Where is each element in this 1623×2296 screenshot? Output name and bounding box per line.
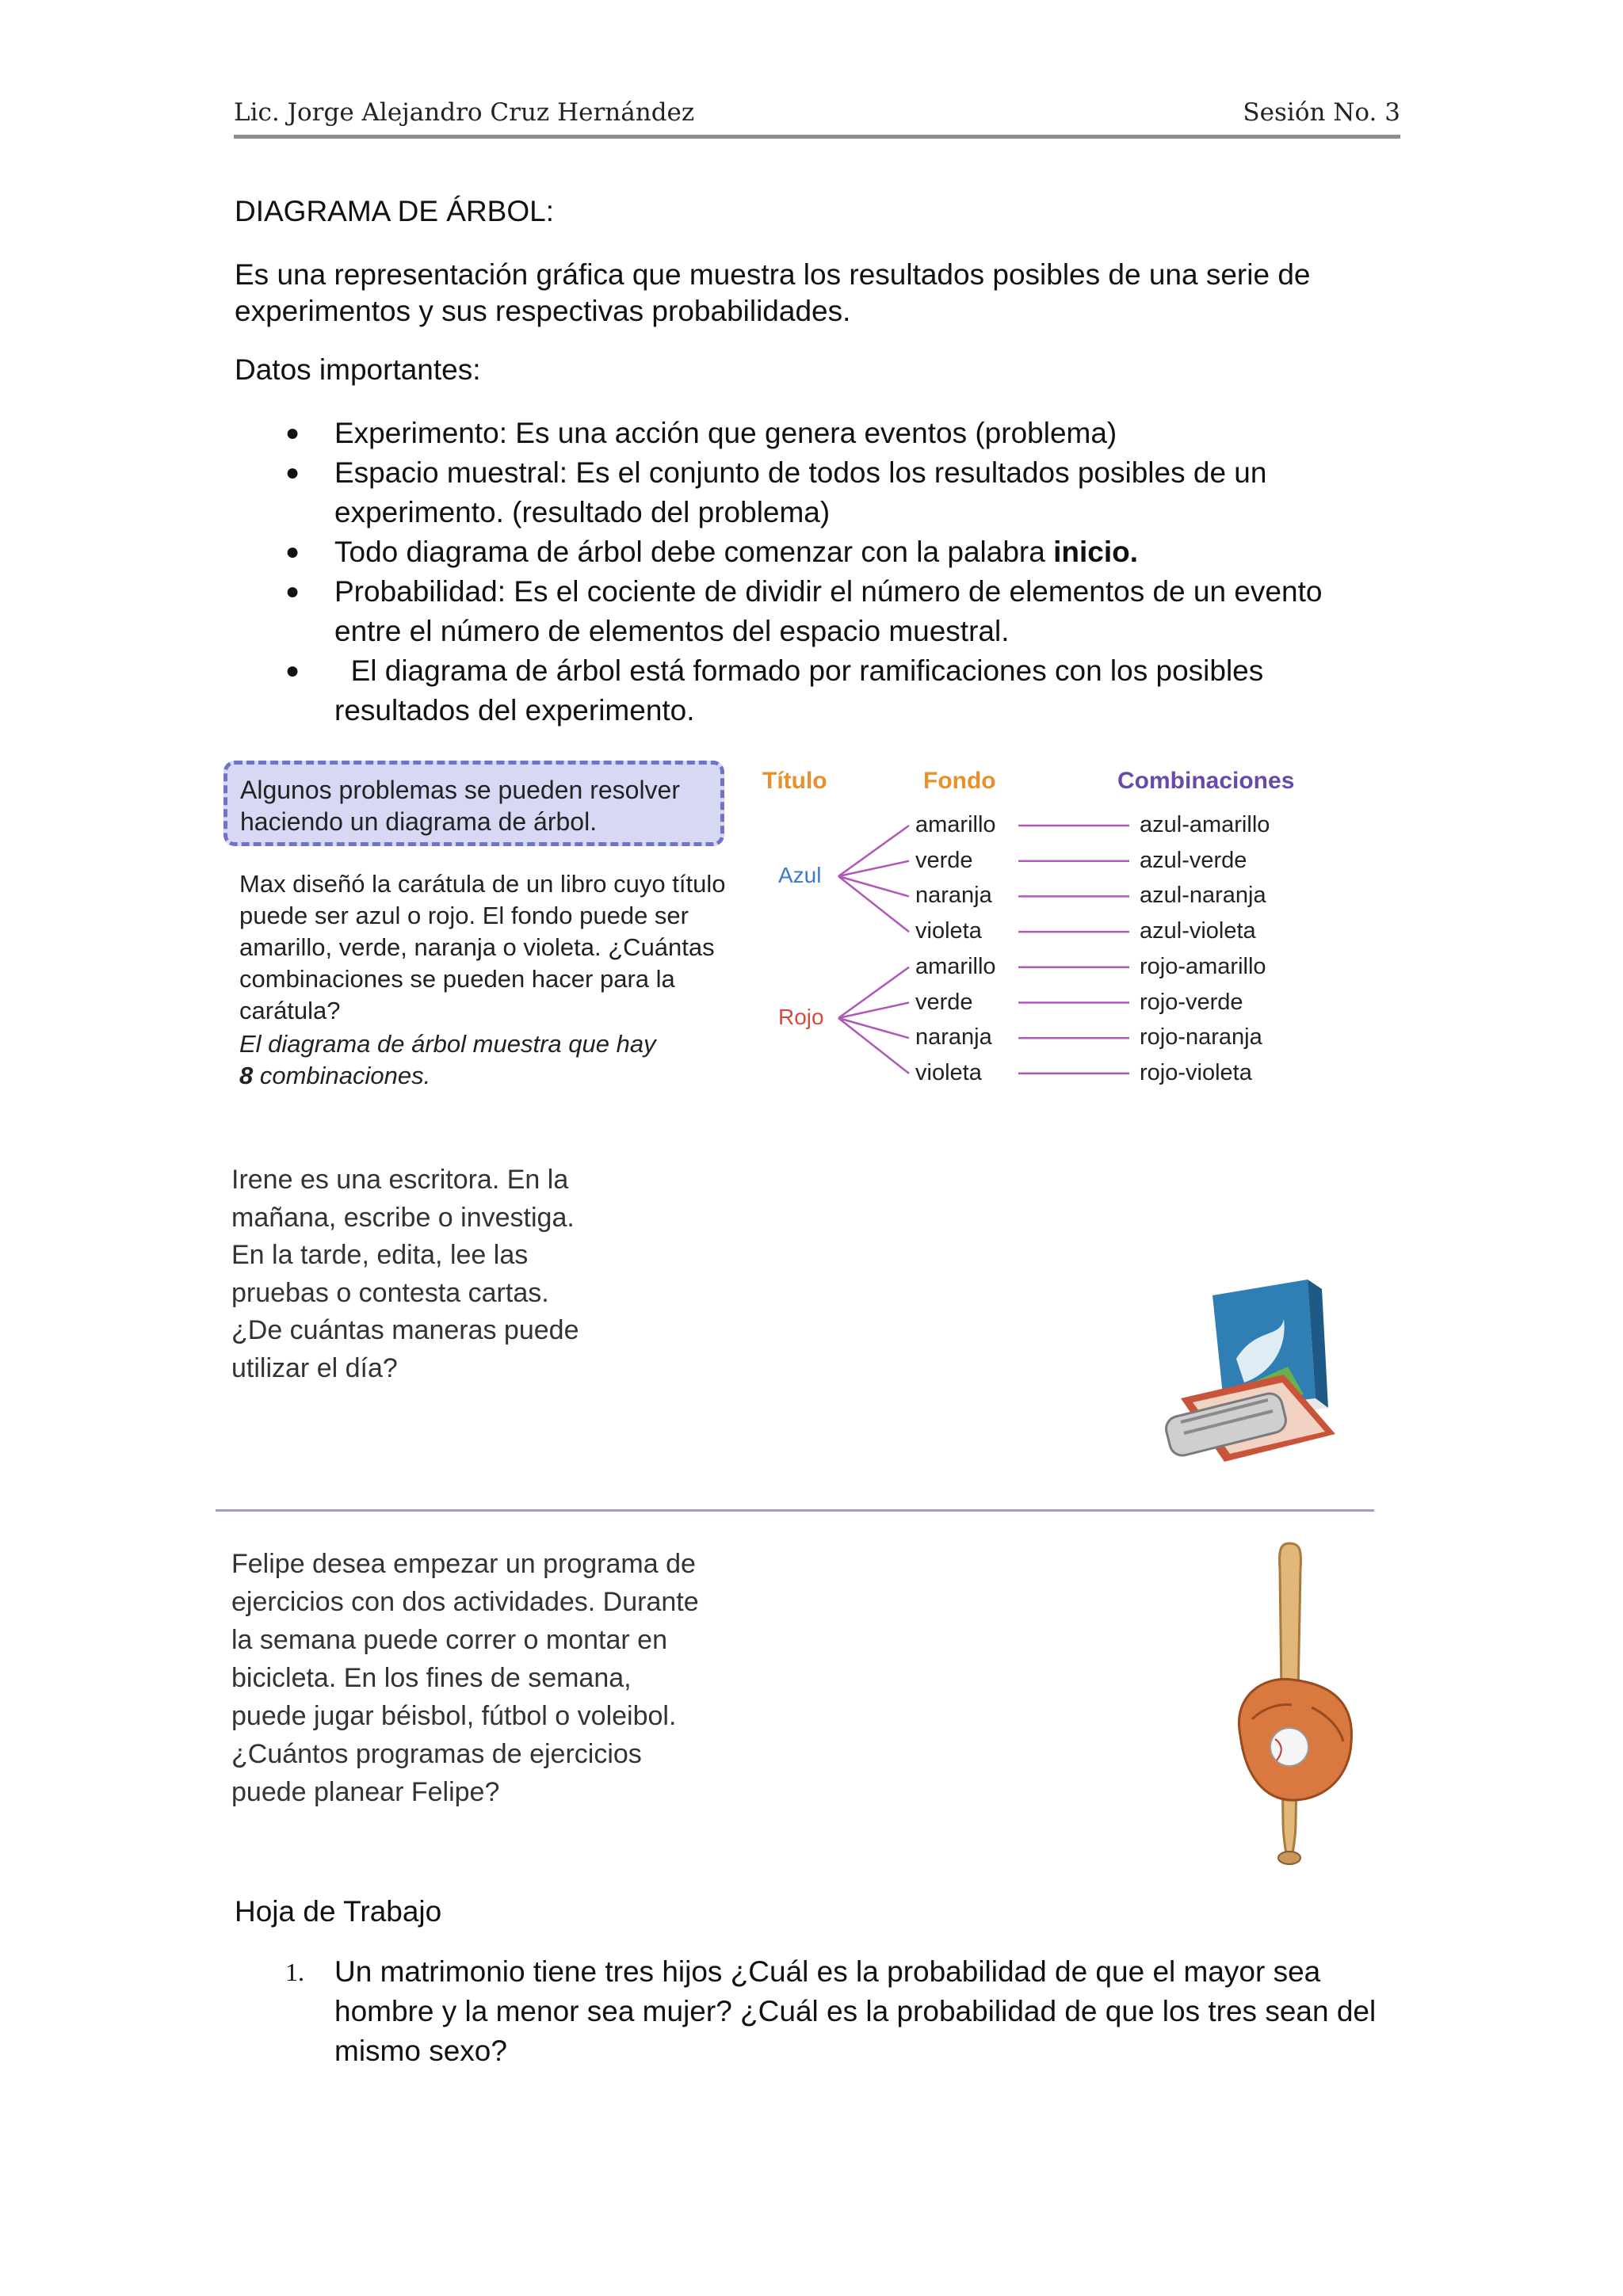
combinacion-label: rojo-verde: [1140, 989, 1243, 1015]
combinacion-label: azul-verde: [1140, 847, 1247, 873]
example-answer: El diagrama de árbol muestra que hay 8 combinaciones.: [239, 1030, 656, 1089]
section-divider: [216, 1509, 1374, 1512]
combinacion-label: azul-amarillo: [1140, 812, 1270, 837]
fondo-label: amarillo: [915, 953, 996, 979]
parent-azul: Azul: [778, 863, 822, 887]
fondo-label: verde: [915, 989, 973, 1015]
definition-paragraph: Es una representación gráfica que muestra los resultados posibles de una serie de experimentos y sus respectivas probabilidades.: [235, 258, 1311, 327]
tree-branch: [838, 876, 909, 896]
header-fondo: Fondo: [923, 768, 996, 794]
problem-irene: Irene es una escritora. En la mañana, escribe o investiga. En la tarde, edita, lee las pruebas o contesta cartas. ¿De cuántas maneras puede utilizar el día?: [231, 1165, 579, 1383]
important-data-list: [285, 414, 1387, 730]
datos-label: Datos importantes:: [235, 353, 481, 386]
baseball-bat-glove-illustration: [1216, 1537, 1367, 1870]
bold-word: inicio.: [1053, 536, 1138, 568]
combinacion-label: azul-naranja: [1140, 883, 1266, 909]
worksheet-title: Hoja de Trabajo: [235, 1895, 442, 1928]
header-author: Lic. Jorge Alejandro Cruz Hernández: [234, 98, 695, 127]
combinacion-label: rojo-naranja: [1140, 1024, 1262, 1051]
header-combinaciones: Combinaciones: [1117, 768, 1295, 794]
callout-box: Algunos problemas se pueden resolver haciendo un diagrama de árbol.: [223, 761, 724, 846]
fondo-label: violeta: [915, 1059, 982, 1085]
book-newspaper-illustration: [1149, 1264, 1363, 1478]
combinacion-label: rojo-violeta: [1140, 1059, 1252, 1085]
list-item: ● Espacio muestral: Es el conjunto de todos los resultados posibles de un experimento. (resultado del problema): [285, 453, 1387, 532]
fondo-label: violeta: [915, 918, 982, 944]
tree-branch: [838, 1018, 909, 1038]
combinacion-label: rojo-amarillo: [1140, 953, 1266, 979]
fondo-label: amarillo: [915, 812, 996, 837]
fondo-label: naranja: [915, 883, 992, 909]
bullet-icon: ●: [285, 420, 300, 446]
tree-branch: [838, 876, 909, 932]
list-item: ● Todo diagrama de árbol debe comenzar con la palabra inicio.: [285, 532, 1387, 572]
example-problem: [239, 868, 747, 1092]
header-session: Sesión No. 3: [1243, 98, 1400, 127]
bullet-icon: ●: [285, 539, 300, 565]
tree-diagram: [753, 765, 1355, 1097]
parent-rojo: Rojo: [778, 1005, 824, 1029]
example-problem-text: Max diseñó la carátula de un libro cuyo título puede ser azul o rojo. El fondo puede ser amarillo, verde, naranja o violeta. ¿Cuántas combinaciones se pueden hacer para la carátula?: [239, 870, 726, 1024]
question-text: Un matrimonio tiene tres hijos ¿Cuál es la probabilidad de que el mayor sea hombre y la menor sea mujer? ¿Cuál es la probabilidad de que los tres sean del mismo sexo?: [334, 1955, 1377, 2067]
section-title: DIAGRAMA DE ÁRBOL:: [235, 195, 554, 227]
header-titulo: Título: [762, 768, 827, 794]
bullet-icon: ●: [285, 658, 300, 684]
bullet-icon: ●: [285, 460, 300, 486]
fondo-label: naranja: [915, 1024, 992, 1051]
list-item: ● Experimento: Es una acción que genera eventos (problema): [285, 414, 1387, 453]
page-header: [234, 93, 1400, 139]
tree-branch: [838, 1018, 909, 1074]
combinacion-label: azul-violeta: [1140, 918, 1256, 944]
question-number: 1.: [285, 1958, 304, 1986]
bullet-icon: ●: [285, 578, 300, 605]
problem-felipe: Felipe desea empezar un programa de ejercicios con dos actividades. Durante la semana puede correr o montar en bicicleta. En los fines de semana, puede jugar béisbol, fútbol o voleibol. ¿Cuántos programas de ejercicios puede planear Felipe?: [231, 1549, 699, 1807]
list-item: ● El diagrama de árbol está formado por ramificaciones con los posibles resultados del experimento.: [285, 651, 1387, 730]
fondo-label: verde: [915, 847, 973, 873]
list-item: ● Probabilidad: Es el cociente de dividir el número de elementos de un evento entre el número de elementos del espacio muestral.: [285, 572, 1387, 651]
